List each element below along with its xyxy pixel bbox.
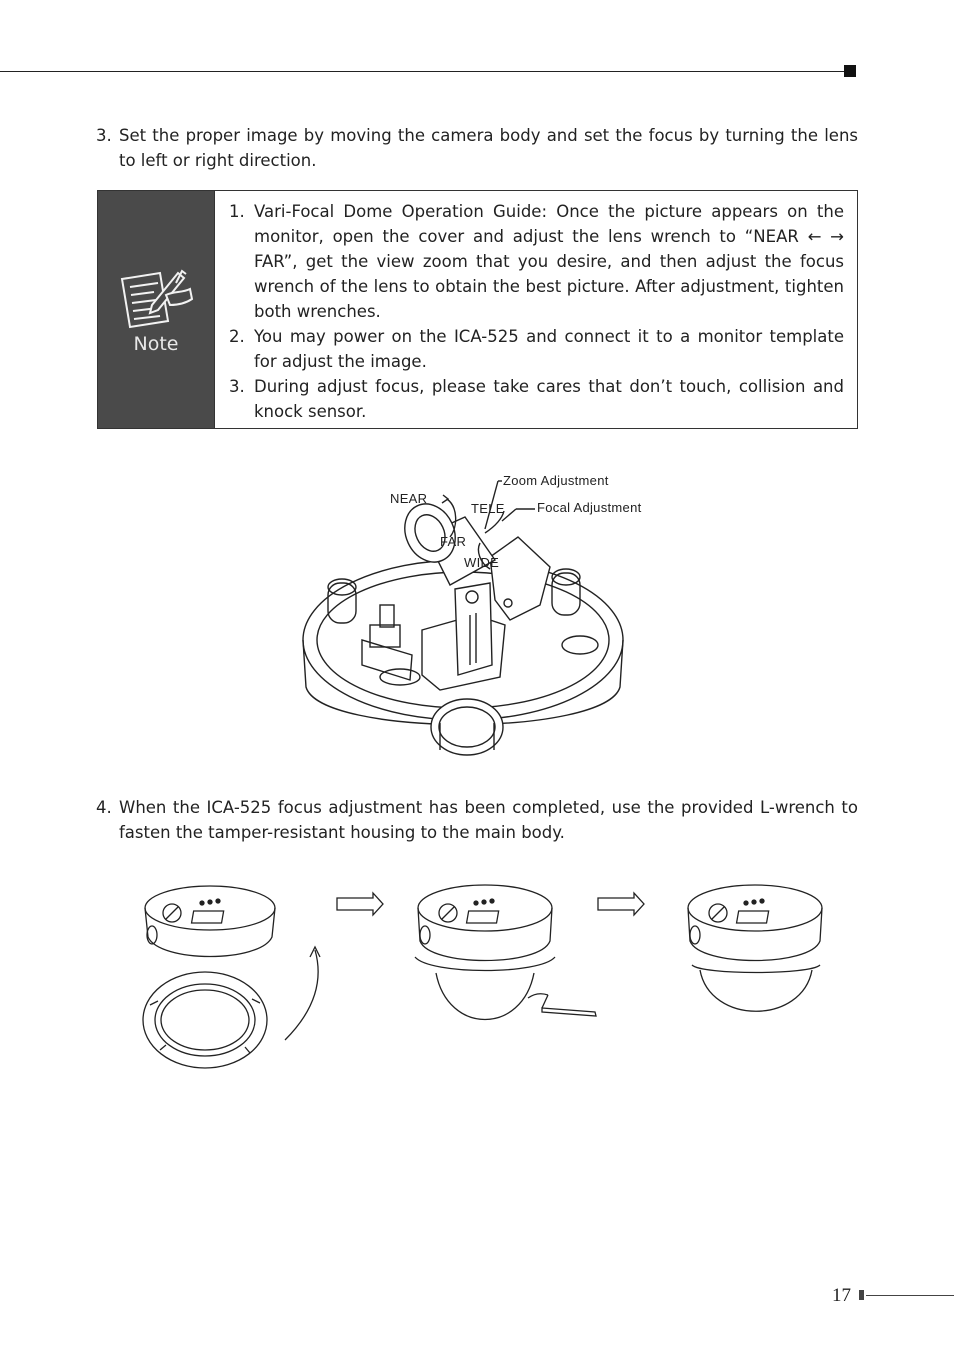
page-number: 17 — [832, 1285, 851, 1306]
note-item-text: During adjust focus, please take cares that don’t touch, collision and knock sensor. — [254, 377, 844, 421]
main-body-stage-1 — [145, 886, 275, 957]
step-number: 4. — [96, 798, 112, 817]
step-3 — [96, 123, 858, 173]
step-number: 3. — [96, 126, 112, 145]
housing-assembly-sequence — [130, 875, 840, 1080]
note-label: Note — [133, 332, 179, 355]
focal-adjustment-label: Focal Adjustment — [537, 500, 642, 515]
note-item — [229, 324, 844, 374]
step-4 — [96, 795, 858, 845]
near-label: NEAR — [390, 491, 428, 506]
note-sidebar — [98, 191, 215, 428]
step-text: Set the proper image by moving the camera body and set the focus by turning the lens to left or right direction. — [119, 126, 858, 170]
note-list — [215, 191, 857, 428]
note-box — [97, 190, 858, 429]
zoom-adjustment-label: Zoom Adjustment — [503, 473, 609, 488]
note-item-number: 3. — [229, 377, 245, 396]
assembly-stage-3 — [688, 885, 822, 1011]
note-item-number: 2. — [229, 327, 245, 346]
footer-rule — [866, 1295, 954, 1296]
rotation-arrow — [285, 950, 318, 1040]
far-label: FAR — [440, 534, 467, 549]
wide-label: WIDE — [464, 555, 500, 570]
tele-label: TELE — [471, 501, 505, 516]
header-rule — [0, 71, 846, 72]
note-item — [229, 374, 844, 424]
note-item — [229, 199, 844, 324]
note-item-number: 1. — [229, 202, 245, 221]
step-arrow-icon — [337, 893, 383, 915]
housing-ring — [143, 972, 267, 1068]
assembly-stage-2 — [415, 885, 596, 1020]
note-item-text: You may power on the ICA-525 and connect it to a monitor template for adjust the image. — [254, 327, 844, 371]
page-number-marker — [859, 1290, 864, 1300]
note-pencil-icon — [116, 265, 196, 329]
step-arrow-icon — [598, 893, 644, 915]
step-text: When the ICA-525 focus adjustment has been completed, use the provided L-wrench to fasten the tamper-resistant housing to the main body. — [119, 798, 858, 842]
dome-camera-lens-diagram — [290, 465, 670, 775]
header-square-marker — [844, 65, 856, 77]
note-item-text: Vari-Focal Dome Operation Guide: Once the picture appears on the monitor, open the cover and adjust the lens wrench to “NEAR ← → FAR”, get the view zoom that you desire, and then adjust the focus wrench of the lens to obtain the best picture. After adjustment, tighten both wrenches. — [254, 202, 844, 321]
